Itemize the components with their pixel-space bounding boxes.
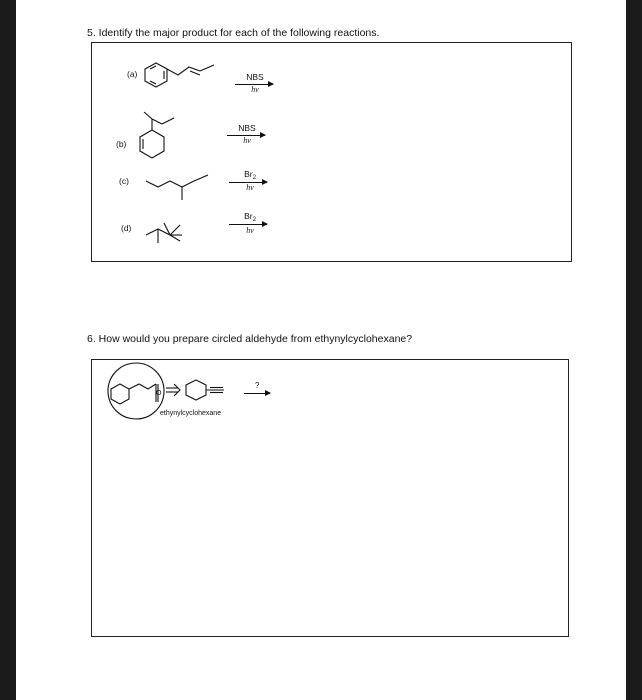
question-6-arrow — [244, 393, 270, 394]
reaction-d-structure — [144, 213, 204, 253]
question-6-answer-box[interactable] — [91, 359, 569, 637]
reaction-a-structure — [142, 55, 232, 95]
reaction-a-reagent: NBS — [246, 72, 264, 82]
unknown-step-label: ? — [255, 381, 260, 390]
ethynylcyclohexane-ring — [186, 380, 206, 400]
question-6-title: 6. How would you prepare circled aldehyde from ethynylcyclohexane? — [87, 333, 413, 345]
aldehyde-oxygen-label: O — [156, 390, 162, 397]
aldehyde-chain — [129, 384, 156, 389]
reaction-d-condition: hv — [246, 226, 254, 235]
branched-alkane — [146, 175, 208, 187]
reaction-b-structure — [136, 108, 186, 163]
reaction-b-reagent: NBS — [238, 123, 256, 133]
alkene-chain — [167, 67, 200, 75]
reaction-c-structure — [144, 169, 224, 205]
reaction-d-arrow — [229, 224, 267, 225]
reaction-a-label: (a) — [127, 69, 138, 79]
reaction-a-condition: hv — [251, 85, 259, 94]
question-5-title: 5. Identify the major product for each of the following reactions. — [87, 27, 380, 39]
reaction-d-reagent: $Br_2$ — [244, 211, 256, 223]
reaction-c-label: (c) — [119, 176, 129, 186]
reaction-b-label: (b) — [116, 139, 127, 149]
start-material-label: ethynylcyclohexane — [160, 410, 222, 417]
cyclohexene-ring — [140, 130, 164, 158]
reaction-d-label: (d) — [121, 223, 132, 233]
reaction-c-condition: hv — [246, 183, 254, 192]
aldehyde-cyclohexane-ring — [111, 384, 129, 404]
worksheet-page — [16, 0, 626, 700]
question-5-answer-box[interactable] — [91, 42, 572, 262]
reaction-b-condition: hv — [243, 136, 251, 145]
reaction-c-reagent: $Br_2$ — [244, 169, 256, 181]
